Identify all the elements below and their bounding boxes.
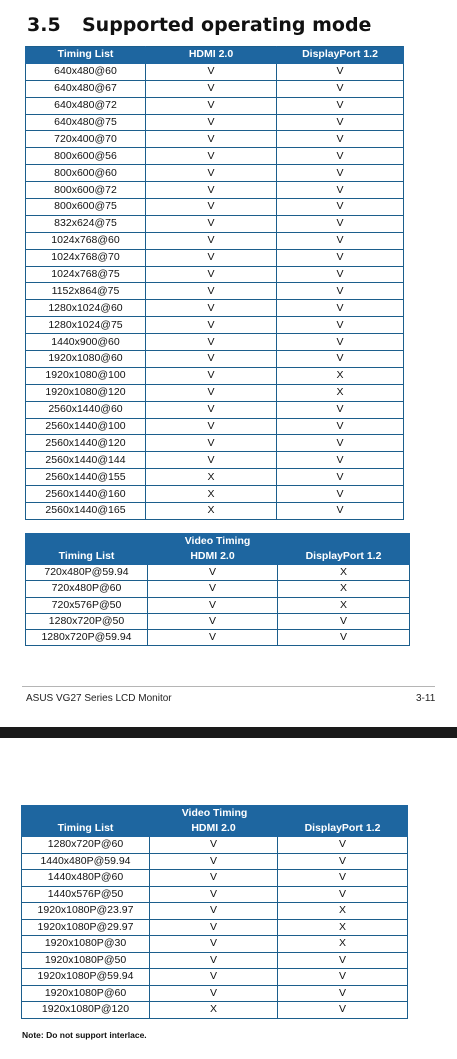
timing-cell: 640x480@67 — [26, 80, 146, 97]
displayport-support-cell: V — [277, 80, 404, 97]
displayport-support-cell: X — [278, 581, 410, 597]
displayport-support-cell: V — [278, 837, 408, 854]
hdmi-support-cell: V — [146, 215, 277, 232]
displayport-support-cell: V — [277, 63, 404, 80]
footer-divider — [22, 686, 435, 687]
section-heading — [27, 14, 371, 40]
displayport-support-cell: V — [277, 334, 404, 351]
displayport-support-cell: V — [277, 503, 404, 520]
displayport-support-cell: V — [277, 97, 404, 114]
hdmi-support-cell: V — [150, 952, 278, 969]
timing-cell: 1280x720P@59.94 — [26, 630, 148, 646]
displayport-support-cell: V — [277, 300, 404, 317]
table-row — [26, 215, 404, 232]
page-separator-band — [0, 727, 457, 738]
hdmi-support-cell: X — [146, 486, 277, 503]
hdmi-support-cell: V — [146, 182, 277, 199]
section-number: 3.5 — [27, 14, 61, 36]
hdmi-support-cell: V — [146, 199, 277, 216]
hdmi-support-cell: V — [146, 334, 277, 351]
table-row — [26, 165, 404, 182]
timing-cell: 800x600@72 — [26, 182, 146, 199]
displayport-support-cell: V — [277, 452, 404, 469]
timing-cell: 1920x1080P@29.97 — [22, 919, 150, 936]
displayport-support-cell: V — [277, 199, 404, 216]
timing-cell: 1280x720P@50 — [26, 613, 148, 629]
hdmi-support-cell: V — [146, 63, 277, 80]
displayport-support-cell: V — [278, 853, 408, 870]
hdmi-support-cell: V — [146, 131, 277, 148]
table-row — [26, 300, 404, 317]
displayport-support-cell: V — [277, 215, 404, 232]
table-row — [26, 435, 404, 452]
hdmi-support-cell: V — [148, 565, 278, 581]
hdmi-support-cell: V — [146, 401, 277, 418]
table-row — [26, 80, 404, 97]
table-row — [22, 1002, 408, 1019]
hdmi-support-cell: V — [148, 597, 278, 613]
hdmi-support-cell: V — [150, 969, 278, 986]
hdmi-support-cell: V — [146, 351, 277, 368]
video-timing-table-1 — [25, 533, 410, 646]
displayport-support-cell: V — [278, 969, 408, 986]
displayport-support-cell: X — [278, 936, 408, 953]
column-header-displayport: DisplayPort 1.2 — [277, 47, 404, 64]
hdmi-support-cell: V — [150, 870, 278, 887]
displayport-support-cell: V — [277, 435, 404, 452]
timing-cell: 720x400@70 — [26, 131, 146, 148]
timing-cell: 800x600@56 — [26, 148, 146, 165]
footer-product-name: ASUS VG27 Series LCD Monitor — [26, 693, 172, 704]
timing-cell: 800x600@75 — [26, 199, 146, 216]
displayport-support-cell: X — [278, 597, 410, 613]
hdmi-support-cell: V — [146, 435, 277, 452]
hdmi-support-cell: V — [150, 903, 278, 920]
timing-cell: 1920x1080@120 — [26, 384, 146, 401]
footer-page-number: 3-11 — [416, 693, 436, 704]
group-header-video-timing: Video Timing — [22, 806, 408, 822]
timing-cell: 640x480@75 — [26, 114, 146, 131]
timing-cell: 1280x720P@60 — [22, 837, 150, 854]
table-row — [26, 384, 404, 401]
interlace-note: Note: Do not support interlace. — [22, 1030, 147, 1040]
displayport-support-cell: V — [277, 182, 404, 199]
timing-cell: 2560x1440@144 — [26, 452, 146, 469]
hdmi-support-cell: V — [150, 853, 278, 870]
column-header-hdmi: HDMI 2.0 — [150, 821, 278, 837]
timing-cell: 1920x1080@60 — [26, 351, 146, 368]
timing-cell: 1920x1080P@23.97 — [22, 903, 150, 920]
hdmi-support-cell: X — [146, 503, 277, 520]
timing-cell: 640x480@72 — [26, 97, 146, 114]
table-row — [26, 114, 404, 131]
column-header-hdmi: HDMI 2.0 — [148, 549, 278, 565]
timing-table-pc — [25, 46, 404, 520]
column-header-hdmi: HDMI 2.0 — [146, 47, 277, 64]
table-row — [26, 182, 404, 199]
timing-cell: 1440x900@60 — [26, 334, 146, 351]
table-row — [26, 266, 404, 283]
displayport-support-cell: V — [278, 952, 408, 969]
hdmi-support-cell: V — [146, 97, 277, 114]
displayport-support-cell: V — [278, 886, 408, 903]
table-row — [22, 886, 408, 903]
hdmi-support-cell: V — [146, 114, 277, 131]
displayport-support-cell: V — [277, 283, 404, 300]
table-row — [26, 630, 410, 646]
table-row — [26, 452, 404, 469]
hdmi-support-cell: V — [146, 80, 277, 97]
timing-cell: 1024x768@70 — [26, 249, 146, 266]
column-header-displayport: DisplayPort 1.2 — [278, 821, 408, 837]
table-row — [26, 131, 404, 148]
displayport-support-cell: V — [277, 114, 404, 131]
hdmi-support-cell: V — [146, 367, 277, 384]
timing-cell: 1024x768@60 — [26, 232, 146, 249]
column-header-timing-list: Timing List — [22, 821, 150, 837]
column-header-timing-list: Timing List — [26, 47, 146, 64]
timing-cell: 1440x480P@59.94 — [22, 853, 150, 870]
table-row — [22, 903, 408, 920]
hdmi-support-cell: V — [146, 283, 277, 300]
timing-cell: 720x480P@59.94 — [26, 565, 148, 581]
displayport-support-cell: V — [277, 418, 404, 435]
table-row — [22, 870, 408, 887]
table-row — [22, 936, 408, 953]
timing-cell: 720x480P@60 — [26, 581, 148, 597]
hdmi-support-cell: V — [146, 232, 277, 249]
timing-cell: 640x480@60 — [26, 63, 146, 80]
hdmi-support-cell: V — [146, 148, 277, 165]
table-row — [26, 97, 404, 114]
displayport-support-cell: V — [277, 232, 404, 249]
table-row — [26, 367, 404, 384]
video-timing-table-2 — [21, 805, 408, 1019]
table-row — [22, 837, 408, 854]
displayport-support-cell: V — [277, 148, 404, 165]
table-row — [26, 63, 404, 80]
hdmi-support-cell: V — [150, 985, 278, 1002]
timing-cell: 1920x1080P@59.94 — [22, 969, 150, 986]
displayport-support-cell: V — [278, 630, 410, 646]
timing-cell: 1152x864@75 — [26, 283, 146, 300]
displayport-support-cell: V — [278, 613, 410, 629]
hdmi-support-cell: V — [146, 384, 277, 401]
displayport-support-cell: V — [278, 985, 408, 1002]
displayport-support-cell: X — [277, 367, 404, 384]
timing-cell: 2560x1440@165 — [26, 503, 146, 520]
table-row — [22, 919, 408, 936]
table-row — [26, 334, 404, 351]
table-row — [26, 232, 404, 249]
column-header-timing-list: Timing List — [26, 549, 148, 565]
timing-cell: 2560x1440@155 — [26, 469, 146, 486]
timing-cell: 1280x1024@75 — [26, 317, 146, 334]
timing-cell: 1920x1080P@60 — [22, 985, 150, 1002]
table-row — [26, 503, 404, 520]
table-row — [26, 148, 404, 165]
displayport-support-cell: V — [277, 266, 404, 283]
timing-cell: 2560x1440@100 — [26, 418, 146, 435]
hdmi-support-cell: V — [146, 266, 277, 283]
displayport-support-cell: V — [277, 165, 404, 182]
timing-cell: 1920x1080P@30 — [22, 936, 150, 953]
hdmi-support-cell: V — [150, 919, 278, 936]
timing-cell: 720x576P@50 — [26, 597, 148, 613]
displayport-support-cell: V — [277, 351, 404, 368]
hdmi-support-cell: V — [146, 165, 277, 182]
timing-cell: 1920x1080@100 — [26, 367, 146, 384]
table-row — [22, 969, 408, 986]
hdmi-support-cell: V — [148, 613, 278, 629]
timing-cell: 832x624@75 — [26, 215, 146, 232]
displayport-support-cell: V — [277, 249, 404, 266]
table-row — [26, 199, 404, 216]
displayport-support-cell: X — [278, 919, 408, 936]
displayport-support-cell: X — [277, 384, 404, 401]
table-row — [26, 469, 404, 486]
timing-cell: 2560x1440@60 — [26, 401, 146, 418]
table-row — [26, 565, 410, 581]
timing-cell: 1920x1080P@50 — [22, 952, 150, 969]
table-row — [26, 597, 410, 613]
table-row — [26, 317, 404, 334]
hdmi-support-cell: X — [150, 1002, 278, 1019]
column-header-displayport: DisplayPort 1.2 — [278, 549, 410, 565]
displayport-support-cell: V — [277, 486, 404, 503]
displayport-support-cell: X — [278, 565, 410, 581]
timing-cell: 800x600@60 — [26, 165, 146, 182]
table-row — [26, 401, 404, 418]
timing-cell: 1440x480P@60 — [22, 870, 150, 887]
table-row — [26, 249, 404, 266]
hdmi-support-cell: V — [146, 249, 277, 266]
hdmi-support-cell: X — [146, 469, 277, 486]
table-row — [22, 985, 408, 1002]
table-row — [26, 351, 404, 368]
table-row — [22, 952, 408, 969]
hdmi-support-cell: V — [146, 317, 277, 334]
displayport-support-cell: X — [278, 903, 408, 920]
hdmi-support-cell: V — [148, 630, 278, 646]
timing-cell: 2560x1440@120 — [26, 435, 146, 452]
timing-cell: 1920x1080P@120 — [22, 1002, 150, 1019]
hdmi-support-cell: V — [150, 837, 278, 854]
table-row — [22, 853, 408, 870]
displayport-support-cell: V — [277, 401, 404, 418]
hdmi-support-cell: V — [150, 936, 278, 953]
hdmi-support-cell: V — [146, 418, 277, 435]
group-header-video-timing: Video Timing — [26, 534, 410, 550]
timing-cell: 2560x1440@160 — [26, 486, 146, 503]
hdmi-support-cell: V — [146, 452, 277, 469]
table-row — [26, 283, 404, 300]
section-title: Supported operating mode — [82, 14, 372, 36]
table-row — [26, 613, 410, 629]
timing-cell: 1440x576P@50 — [22, 886, 150, 903]
displayport-support-cell: V — [277, 469, 404, 486]
table-row — [26, 418, 404, 435]
timing-cell: 1280x1024@60 — [26, 300, 146, 317]
displayport-support-cell: V — [278, 1002, 408, 1019]
timing-cell: 1024x768@75 — [26, 266, 146, 283]
displayport-support-cell: V — [278, 870, 408, 887]
hdmi-support-cell: V — [146, 300, 277, 317]
hdmi-support-cell: V — [148, 581, 278, 597]
displayport-support-cell: V — [277, 131, 404, 148]
displayport-support-cell: V — [277, 317, 404, 334]
table-row — [26, 486, 404, 503]
hdmi-support-cell: V — [150, 886, 278, 903]
table-row — [26, 581, 410, 597]
